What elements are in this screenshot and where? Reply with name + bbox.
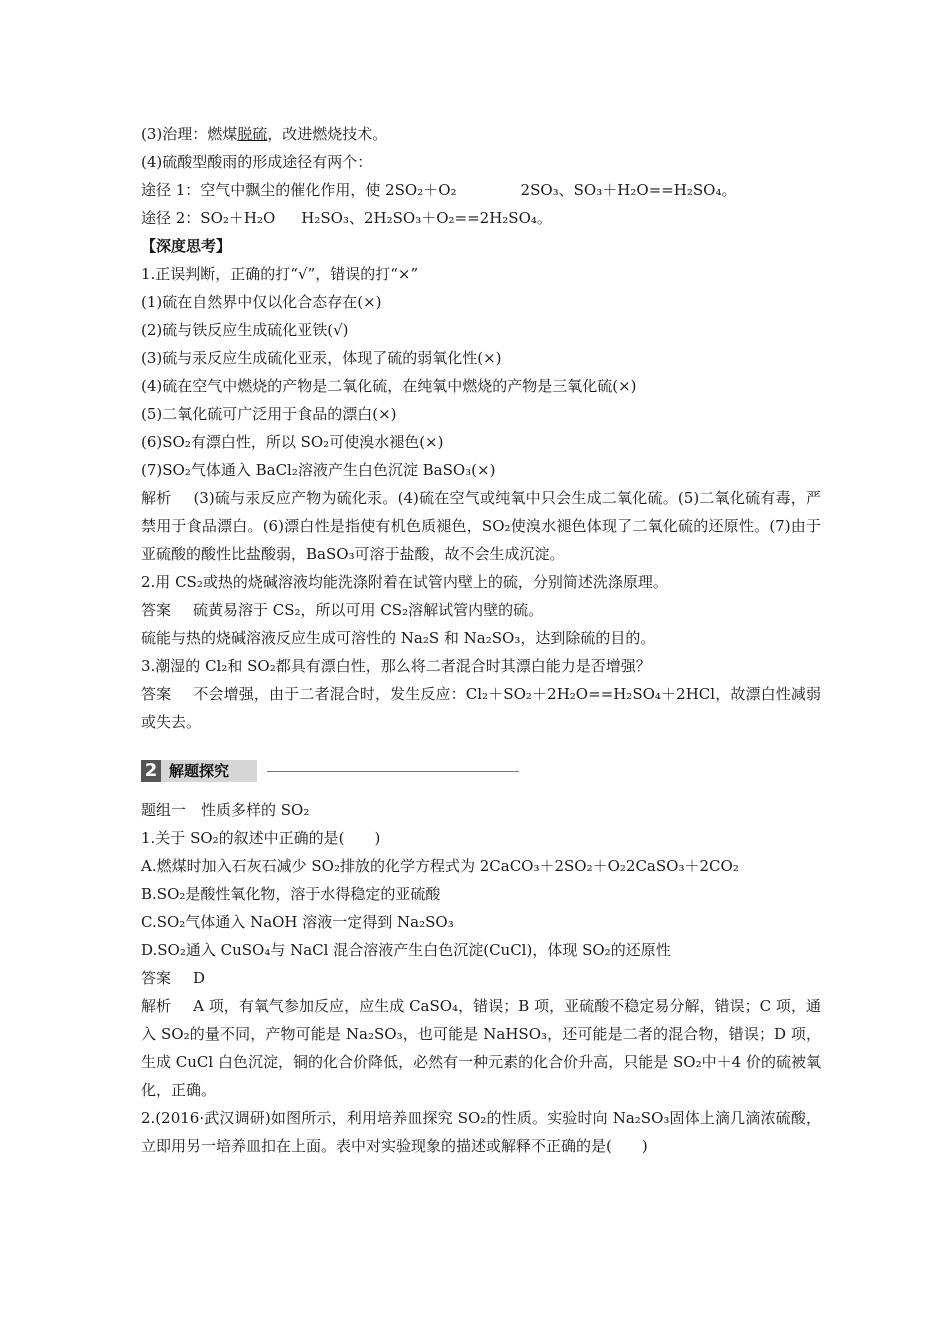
- question-1: 1.正误判断，正确的打“√”，错误的打“×”: [141, 265, 419, 283]
- option-d: D.SO₂通入 CuSO₄与 NaCl 混合溶液产生白色沉淀(CuCl)，体现 SO₂的还原性: [141, 941, 671, 959]
- analysis-label: 解析: [141, 997, 172, 1015]
- answer-label: 答案: [141, 685, 172, 703]
- option-b: B.SO₂是酸性氧化物，溶于水得稳定的亚硫酸: [141, 885, 441, 903]
- judgement-item: (1)硫在自然界中仅以化合态存在(×): [141, 293, 382, 311]
- answer-label: 答案: [141, 969, 172, 987]
- judgement-item: (6)SO₂有漂白性，所以 SO₂可使溴水褪色(×): [141, 433, 444, 451]
- judgement-item: (7)SO₂气体通入 BaCl₂溶液产生白色沉淀 BaSO₃(×): [141, 461, 496, 479]
- path-1: 途径 1：空气中飘尘的催化作用，使 2SO₂＋O₂ 2SO₃、SO₃＋H₂O==H₂SO₄。: [141, 181, 737, 199]
- path-2: 途径 2：SO₂＋H₂O H₂SO₃、2H₂SO₃＋O₂==2H₂SO₄。: [141, 209, 552, 227]
- judgement-item: (2)硫与铁反应生成硫化亚铁(√): [141, 321, 349, 339]
- section-divider: [267, 771, 519, 772]
- answer-3: 答案 不会增强，由于二者混合时，发生反应：Cl₂＋SO₂＋2H₂O==H₂SO₄＋2HCl，故漂白性减弱或失去。: [141, 685, 821, 731]
- question-group-title: 题组一 性质多样的 SO₂: [141, 801, 310, 819]
- section-header: [141, 752, 821, 792]
- question-3: 3.潮湿的 Cl₂和 SO₂都具有漂白性，那么将二者混合时其漂白能力是否增强？: [141, 657, 651, 675]
- answer-2: 答案 硫黄易溶于 CS₂，所以可用 CS₂溶解试管内壁的硫。: [141, 601, 544, 619]
- judgement-item: (5)二氧化硫可广泛用于食品的漂白(×): [141, 405, 397, 423]
- option-a: A.燃煤时加入石灰石减少 SO₂排放的化学方程式为 2CaCO₃＋2SO₂＋O₂2CaSO₃＋2CO₂: [141, 857, 739, 875]
- judgement-item: (3)硫与汞反应生成硫化亚汞，体现了硫的弱氧化性(×): [141, 349, 502, 367]
- answer-value: D: [193, 969, 206, 987]
- underlined-term: 脱硫: [237, 125, 268, 143]
- section-title: 解题探究: [161, 760, 257, 782]
- analysis-1: 解析 (3)硫与汞反应产物为硫化汞。(4)硫在空气或纯氧中只会生成二氧化硫。(5)二氧化硫有毒，严禁用于食品漂白。(6)漂白性是指使有机色质褪色，SO₂使溴水褪色体现了二氧化硫的还原性。(7)由于亚硫酸的酸性比盐酸弱，BaSO₃可溶于盐酸，故不会生成沉淀。: [141, 489, 821, 563]
- answer-line: [141, 964, 821, 992]
- question-1: 1.关于 SO₂的叙述中正确的是( ): [141, 829, 381, 847]
- answer-2-cont: 硫能与热的烧碱溶液反应生成可溶性的 Na₂S 和 Na₂SO₃，达到除硫的目的。: [141, 629, 656, 647]
- judgement-item: (4)硫在空气中燃烧的产物是二氧化硫，在纯氧中燃烧的产物是三氧化硫(×): [141, 377, 637, 395]
- document-page: [141, 120, 821, 1160]
- analysis-2: 解析 A 项，有氧气参加反应，应生成 CaSO₄，错误；B 项，亚硫酸不稳定易分解，错误；C 项，通入 SO₂的量不同，产物可能是 Na₂SO₃，也可能是 NaHSO₃，还可能是二者的混合物，错误；D 项，生成 CuCl 白色沉淀，铜的化合价降低，必然有一种元素的化合价升高，只能是 SO₂中＋4 价的硫被氧化，正确。: [141, 997, 821, 1099]
- deep-thinking-heading: 【深度思考】: [141, 237, 232, 255]
- intro-item-4: (4)硫酸型酸雨的形成途径有两个：: [141, 153, 373, 171]
- question-2: 2.用 CS₂或热的烧碱溶液均能洗涤附着在试管内壁上的硫，分别简述洗涤原理。: [141, 573, 668, 591]
- intro-item-3: (3)治理：燃煤脱硫，改进燃烧技术。: [141, 125, 388, 143]
- question-2: 2.(2016·武汉调研)如图所示，利用培养皿探究 SO₂的性质。实验时向 Na₂SO₃固体上滴几滴浓硫酸，立即用另一培养皿扣在上面。表中对实验现象的描述或解释不正确的是( ): [141, 1109, 821, 1155]
- analysis-label: 解析: [141, 489, 172, 507]
- section-number: 2: [141, 760, 161, 782]
- answer-label: 答案: [141, 601, 172, 619]
- option-c: C.SO₂气体通入 NaOH 溶液一定得到 Na₂SO₃: [141, 913, 454, 931]
